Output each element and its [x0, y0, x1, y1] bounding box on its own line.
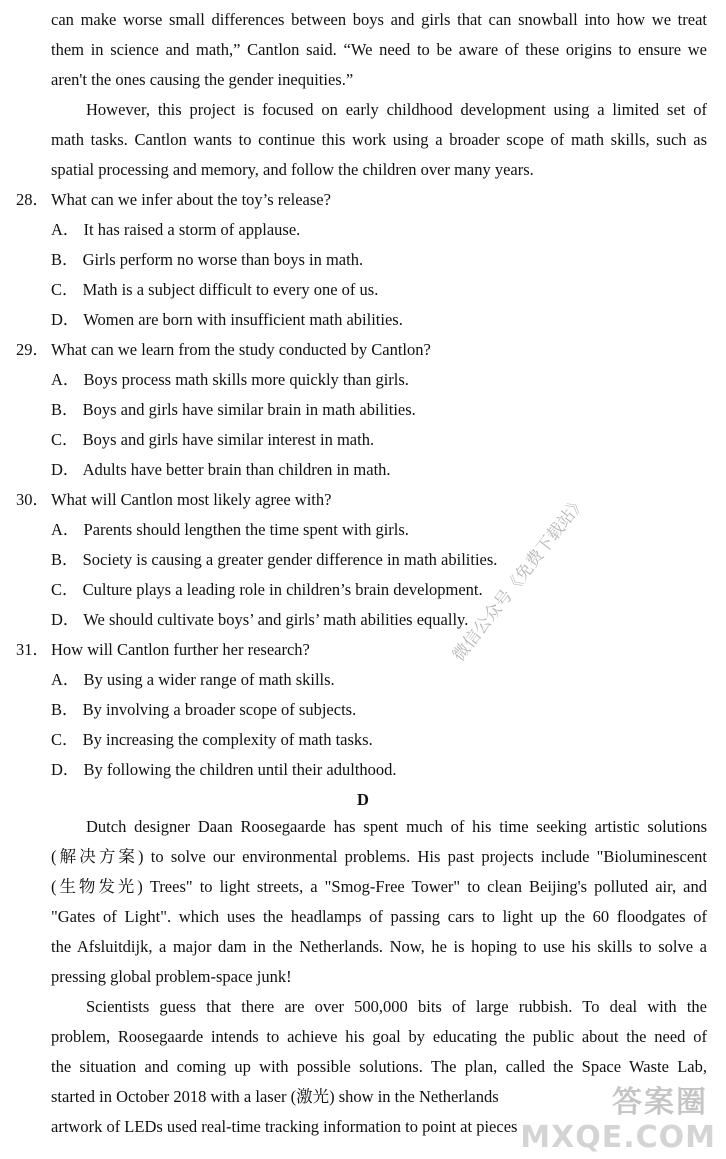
question-29	[0, 339, 726, 361]
section-heading: D	[357, 790, 369, 809]
question-31	[0, 639, 726, 661]
passage-line: (解决方案) to solve our environmental problems. His past projects include "Bioluminescent	[51, 847, 707, 866]
option-c: C． By increasing the complexity of math tasks.	[51, 730, 373, 749]
logo-sub-text: MXQE.COM	[520, 1120, 716, 1155]
question-28	[0, 189, 726, 211]
passage-line: the situation and coming up with possible solutions. The plan, called the Space Waste Lab,	[51, 1057, 707, 1076]
passage-line: spatial processing and memory, and follow the children over many years.	[51, 160, 534, 179]
option-c: C． Boys and girls have similar interest in math.	[51, 430, 375, 449]
passage-line: started in October 2018 with a laser (激光) show in the Netherlands	[51, 1087, 499, 1106]
question-number: 30．	[16, 490, 49, 509]
question-text: What will Cantlon most likely agree with?	[51, 490, 332, 509]
question-text: How will Cantlon further her research?	[51, 640, 310, 659]
passage-line: can make worse small differences between boys and girls that can snowball into how we treat	[51, 10, 707, 29]
option-b: B． By involving a broader scope of subjects.	[51, 700, 357, 719]
option-b: B． Girls perform no worse than boys in math.	[51, 250, 364, 269]
option-a: A． By using a wider range of math skills.	[51, 670, 335, 689]
option-c: C． Math is a subject difficult to every one of us.	[51, 280, 379, 299]
passage-line: problem, Roosegaarde intends to achieve his goal by educating the public about the need of	[51, 1027, 707, 1046]
option-b: B． Boys and girls have similar brain in math abilities.	[51, 400, 416, 419]
watermark-text: 微信公众号《免费下载站》	[448, 492, 591, 666]
passage-line: aren't the ones causing the gender inequities.”	[51, 70, 354, 89]
passage-line: "Gates of Light". which uses the headlamps of passing cars to light up the 60 floodgates of	[51, 907, 707, 926]
corner-logo	[520, 1064, 726, 1159]
passage-line: However, this project is focused on early childhood development using a limited set of	[86, 100, 707, 119]
option-b: B． Society is causing a greater gender difference in math abilities.	[51, 550, 498, 569]
question-30	[0, 489, 726, 511]
passage-line: math tasks. Cantlon wants to continue this work using a broader scope of math skills, such as	[51, 130, 707, 149]
passage-line: (生物发光) Trees" to light streets, a "Smog-Free Tower" to clean Beijing's polluted air, and	[51, 877, 707, 896]
passage-line: them in science and math,” Cantlon said. “We need to be aware of these origins to ensure we	[51, 40, 707, 59]
question-text: What can we learn from the study conducted by Cantlon?	[51, 340, 431, 359]
option-a: A． Boys process math skills more quickly than girls.	[51, 370, 409, 389]
option-a: A． Parents should lengthen the time spent with girls.	[51, 520, 409, 539]
question-number: 31．	[16, 640, 49, 659]
option-a: A． It has raised a storm of applause.	[51, 220, 301, 239]
option-d: D． By following the children until their adulthood.	[51, 760, 397, 779]
logo-main-text: 答案圈	[612, 1085, 708, 1120]
passage-line: Dutch designer Daan Roosegaarde has spent much of his time seeking artistic solutions	[86, 817, 707, 836]
question-number: 29．	[16, 340, 49, 359]
passage-line: the Afsluitdijk, a major dam in the Netherlands. Now, he is hoping to use his skills to solve a	[51, 937, 707, 956]
option-c: C． Culture plays a leading role in children’s brain development.	[51, 580, 483, 599]
passage-line: artwork of LEDs used real-time tracking information to point at pieces	[51, 1117, 518, 1136]
passage-line: Scientists guess that there are over 500,000 bits of large rubbish. To deal with the	[86, 997, 707, 1016]
question-text: What can we infer about the toy’s release?	[51, 190, 331, 209]
passage-line: pressing global problem-space junk!	[51, 967, 292, 986]
question-number: 28．	[16, 190, 49, 209]
option-d: D． Women are born with insufficient math abilities.	[51, 310, 403, 329]
option-d: D． We should cultivate boys’ and girls’ math abilities equally.	[51, 610, 469, 629]
option-d: D． Adults have better brain than children in math.	[51, 460, 391, 479]
